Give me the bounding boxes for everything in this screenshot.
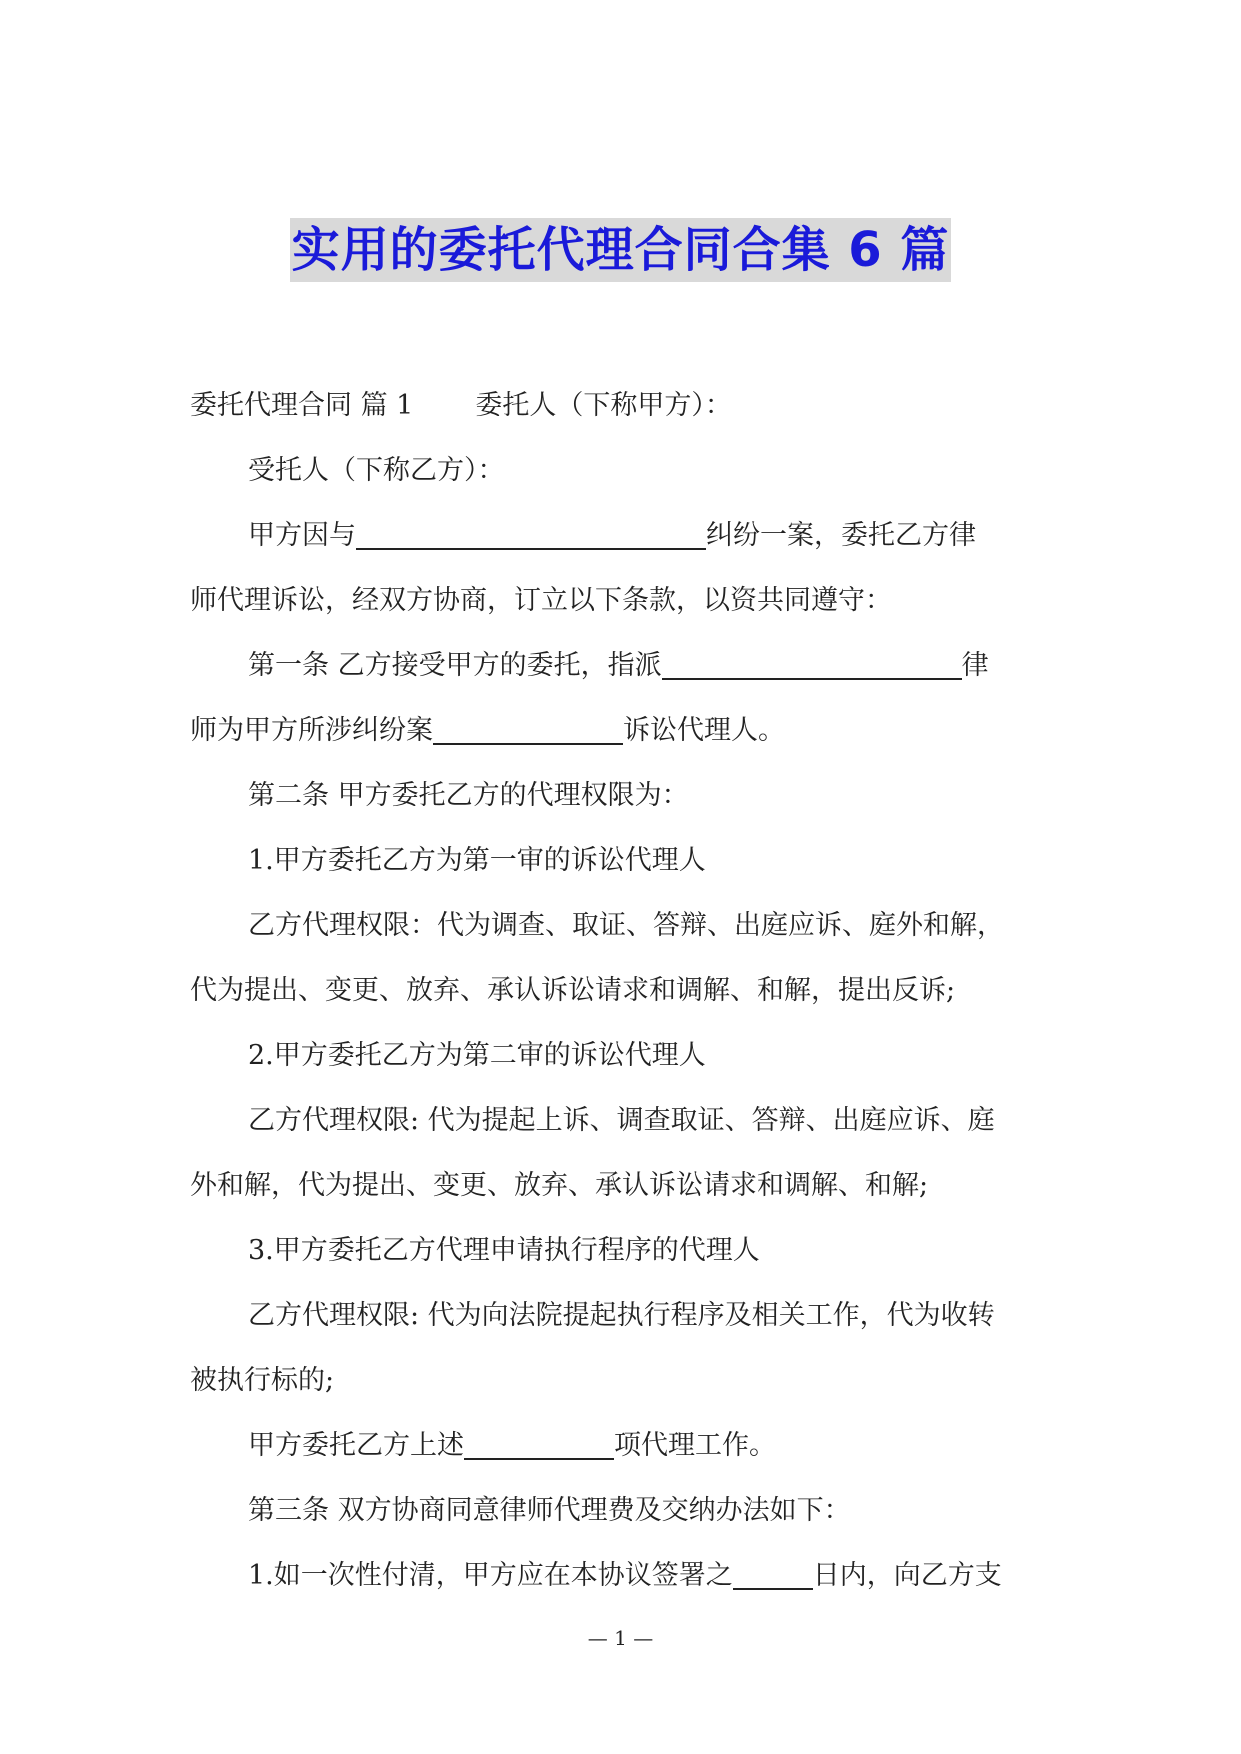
paragraph-line	[190, 904, 1062, 969]
paragraph-line	[190, 839, 1062, 904]
paragraph-line	[190, 709, 1062, 774]
title-container	[0, 218, 1241, 282]
fill-blank	[433, 713, 623, 745]
text-span: 日内，向乙方支	[812, 1560, 1002, 1591]
paragraph-line	[190, 1229, 1062, 1294]
document-title: 实用的委托代理合同合集 6 篇	[290, 218, 952, 282]
paragraph-line	[190, 1294, 1062, 1359]
text-span: 师为甲方所涉纠纷案	[190, 715, 433, 746]
paragraph-line	[190, 579, 1062, 644]
text-span: 甲方因与	[248, 520, 356, 551]
text-span: 第一条 乙方接受甲方的委托，指派	[248, 650, 662, 681]
paragraph-line	[190, 1099, 1062, 1164]
paragraph-line	[190, 1359, 1062, 1424]
paragraph-line	[190, 644, 1062, 709]
article-heading: 第二条 甲方委托乙方的代理权限为：	[248, 780, 689, 811]
paragraph-line	[190, 1489, 1062, 1554]
agent-label: 受托人（下称乙方）：	[248, 455, 505, 486]
text-span: 乙方代理权限: 代为向法院提起执行程序及相关工作，代为收转	[248, 1300, 995, 1331]
list-item: 2.甲方委托乙方为第二审的诉讼代理人	[248, 1040, 706, 1071]
text-span: 乙方代理权限：代为调查、取证、答辩、出庭应诉、庭外和解，	[248, 910, 1004, 941]
text-span: 诉讼代理人。	[623, 715, 785, 746]
text-span: 项代理工作。	[614, 1430, 776, 1461]
paragraph-line	[190, 1554, 1062, 1619]
list-item: 3.甲方委托乙方代理申请执行程序的代理人	[248, 1235, 760, 1266]
text-span: 被执行标的;	[190, 1365, 335, 1396]
fill-blank	[662, 648, 962, 680]
list-item: 1.甲方委托乙方为第一审的诉讼代理人	[248, 845, 706, 876]
text-span: 律	[961, 650, 989, 681]
fill-blank	[464, 1428, 614, 1460]
text-span: 纠纷一案，委托乙方律	[706, 520, 976, 551]
fill-blank	[356, 518, 706, 550]
text-span: 代为提出、变更、放弃、承认诉讼请求和调解、和解，提出反诉;	[190, 975, 956, 1006]
article-heading: 第三条 双方协商同意律师代理费及交纳办法如下：	[248, 1495, 851, 1526]
paragraph-line	[190, 1164, 1062, 1229]
list-item: 1.如一次性付清，甲方应在本协议签署之	[248, 1560, 733, 1591]
document-body	[190, 384, 1062, 1619]
paragraph-line	[190, 449, 1062, 514]
text-span: 乙方代理权限: 代为提起上诉、调查取证、答辩、出庭应诉、庭	[248, 1105, 995, 1136]
paragraph-line	[190, 514, 1062, 579]
fill-blank	[733, 1558, 813, 1590]
text-span: 外和解，代为提出、变更、放弃、承认诉讼请求和调解、和解;	[190, 1170, 929, 1201]
paragraph-line	[190, 774, 1062, 839]
principal-label: 委托人（下称甲方）：	[475, 390, 732, 421]
text-span: 师代理诉讼，经双方协商，订立以下条款，以资共同遵守：	[190, 585, 892, 616]
section-heading: 委托代理合同 篇 1	[190, 390, 414, 421]
paragraph-line	[190, 1034, 1062, 1099]
page-number: — 1 —	[587, 1626, 654, 1650]
paragraph-line	[190, 1424, 1062, 1489]
paragraph-line	[190, 384, 1062, 449]
text-span: 甲方委托乙方上述	[248, 1430, 464, 1461]
paragraph-line	[190, 969, 1062, 1034]
